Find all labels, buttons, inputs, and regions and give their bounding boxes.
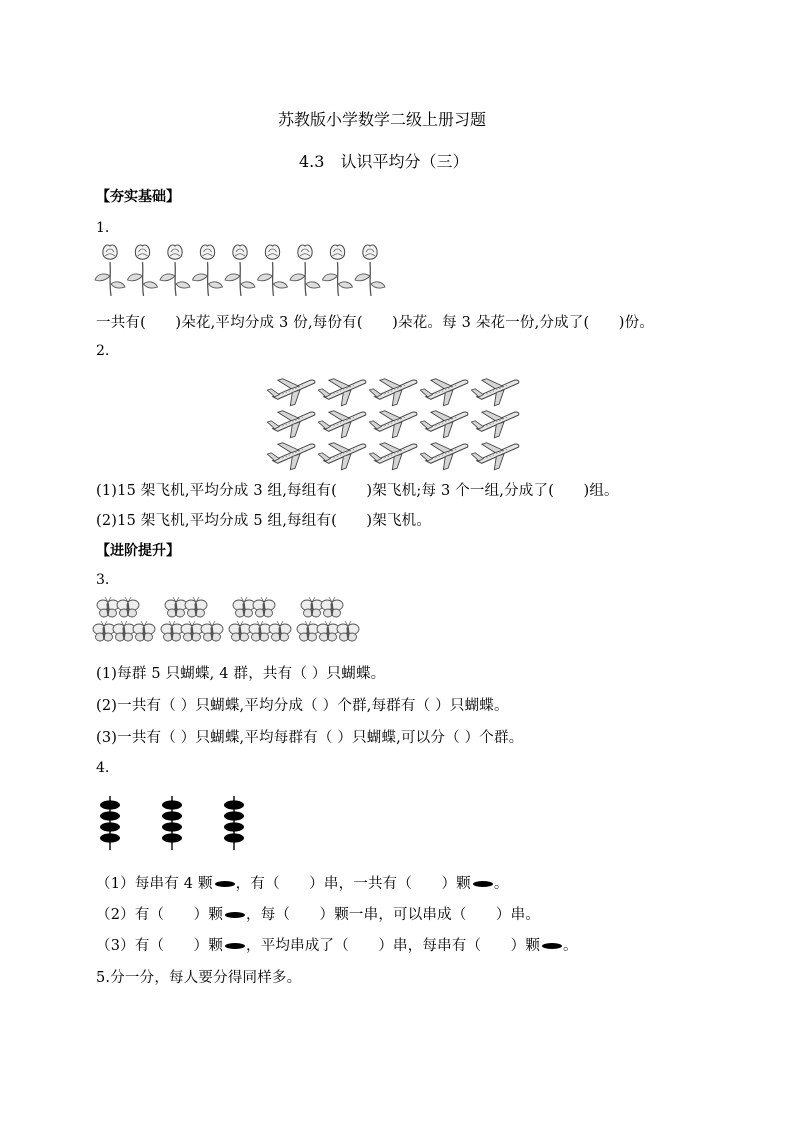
rose-icon <box>355 245 385 296</box>
rose-icon <box>225 245 255 296</box>
question-3-number: 3. <box>96 572 110 588</box>
airplane-icon <box>419 402 473 443</box>
airplane-icon <box>317 434 371 475</box>
bead-icon <box>542 943 562 949</box>
question-5-text: 5.分一分，每人要分得同样多。 <box>96 970 302 986</box>
butterfly-icon <box>201 621 223 641</box>
butterfly-icon <box>117 597 139 617</box>
airplane-icon <box>368 402 422 443</box>
question-1-text: 一共有( )朵花,平均分成 3 份,每份有( )朵花。每 3 朵花一份,分成了( )份。 <box>96 315 655 331</box>
rose-icon <box>95 245 125 296</box>
bead-strings <box>96 794 256 852</box>
airplane-icon <box>317 370 371 411</box>
rose-icon <box>128 245 158 296</box>
question-1-number: 1. <box>96 220 110 236</box>
butterfly-icon <box>229 621 251 641</box>
question-2-line-2: (2)15 架飞机,平均分成 5 组,每组有( )架飞机。 <box>96 513 432 529</box>
question-3-line-2: (2)一共有（ ）只蝴蝶,平均分成（ ）个群,每群有（ ）只蝴蝶。 <box>96 698 509 714</box>
bead-icon <box>100 811 120 820</box>
butterfly-icon <box>165 597 187 617</box>
rose-icon <box>193 245 223 296</box>
q4-line2-part-a: （2）有（ ）颗 <box>96 907 224 923</box>
q4-line2-part-b: ，每（ ）颗一串，可以串成（ ）串。 <box>246 907 541 923</box>
bead-icon <box>162 833 182 842</box>
question-4-line-3 <box>96 934 578 955</box>
bead-icon <box>224 822 244 831</box>
bead-icon <box>224 811 244 820</box>
flower-row <box>96 246 396 298</box>
section-basic: 【夯实基础】 <box>96 189 180 205</box>
butterfly-icon <box>181 621 203 641</box>
bead-icon <box>225 912 245 918</box>
airplane-icon <box>266 370 320 411</box>
question-4-line-2 <box>96 903 540 924</box>
rose-icon <box>290 245 320 296</box>
butterfly-icon <box>321 597 343 617</box>
airplane-grid <box>268 372 524 468</box>
section-advanced: 【进阶提升】 <box>96 543 180 559</box>
question-4-line-1 <box>96 872 509 893</box>
butterfly-icon <box>337 621 359 641</box>
question-3-line-3: (3)一共有（ ）只蝴蝶,平均每群有（ ）只蝴蝶,可以分（ ）个群。 <box>96 730 524 746</box>
bead-icon <box>224 800 244 809</box>
airplane-icon <box>419 434 473 475</box>
rose-icon <box>323 245 353 296</box>
butterfly-icon <box>249 621 271 641</box>
bead-icon <box>215 881 235 887</box>
bead-icon <box>100 833 120 842</box>
airplane-icon <box>317 402 371 443</box>
butterfly-icon <box>133 621 155 641</box>
bead-icon <box>473 881 493 887</box>
butterfly-icon <box>253 597 275 617</box>
butterfly-icon <box>185 597 207 617</box>
q4-line3-part-b: ，平均串成了（ ）串，每串有（ ）颗 <box>246 938 541 954</box>
airplane-icon <box>470 370 524 411</box>
q4-line1-part-c: 。 <box>493 876 509 892</box>
page-title: 苏教版小学数学二级上册习题 <box>278 110 487 129</box>
lesson-subtitle: 4.3 认识平均分（三） <box>299 152 469 171</box>
rose-icon <box>160 245 190 296</box>
q4-line3-part-c: 。 <box>563 938 578 954</box>
butterfly-icon <box>93 621 115 641</box>
bead-icon <box>162 811 182 820</box>
q4-line3-part-a: （3）有（ ）颗 <box>96 938 224 954</box>
bead-string <box>162 796 182 850</box>
bead-icon <box>162 800 182 809</box>
bead-icon <box>225 943 245 949</box>
question-2-number: 2. <box>96 343 110 359</box>
q4-line1-part-a: （1）每串有 4 颗 <box>96 876 213 892</box>
airplane-icon <box>470 402 524 443</box>
bead-icon <box>100 800 120 809</box>
butterfly-icon <box>233 597 255 617</box>
question-2-line-1: (1)15 架飞机,平均分成 3 组,每组有( )架飞机;每 3 个一组,分成了( )组。 <box>96 483 619 499</box>
airplane-icon <box>266 402 320 443</box>
airplane-icon <box>419 370 473 411</box>
butterfly-icon <box>269 621 291 641</box>
airplane-icon <box>368 370 422 411</box>
question-3-line-1: (1)每群 5 只蝴蝶, 4 群，共有（ ）只蝴蝶。 <box>96 666 386 682</box>
butterfly-icon <box>297 621 319 641</box>
bead-icon <box>224 833 244 842</box>
bead-string <box>224 796 244 850</box>
butterfly-icon <box>317 621 339 641</box>
butterfly-icon <box>97 597 119 617</box>
butterfly-icon <box>301 597 323 617</box>
airplane-icon <box>266 434 320 475</box>
bead-icon <box>100 822 120 831</box>
butterfly-icon <box>113 621 135 641</box>
airplane-icon <box>470 434 524 475</box>
butterfly-icon <box>161 621 183 641</box>
bead-string <box>100 796 120 850</box>
question-4-number: 4. <box>96 760 110 776</box>
airplane-icon <box>368 434 422 475</box>
butterfly-groups <box>96 598 376 652</box>
rose-icon <box>258 245 288 296</box>
bead-icon <box>162 822 182 831</box>
q4-line1-part-b: ，有（ ）串，一共有（ ）颗 <box>235 876 471 892</box>
